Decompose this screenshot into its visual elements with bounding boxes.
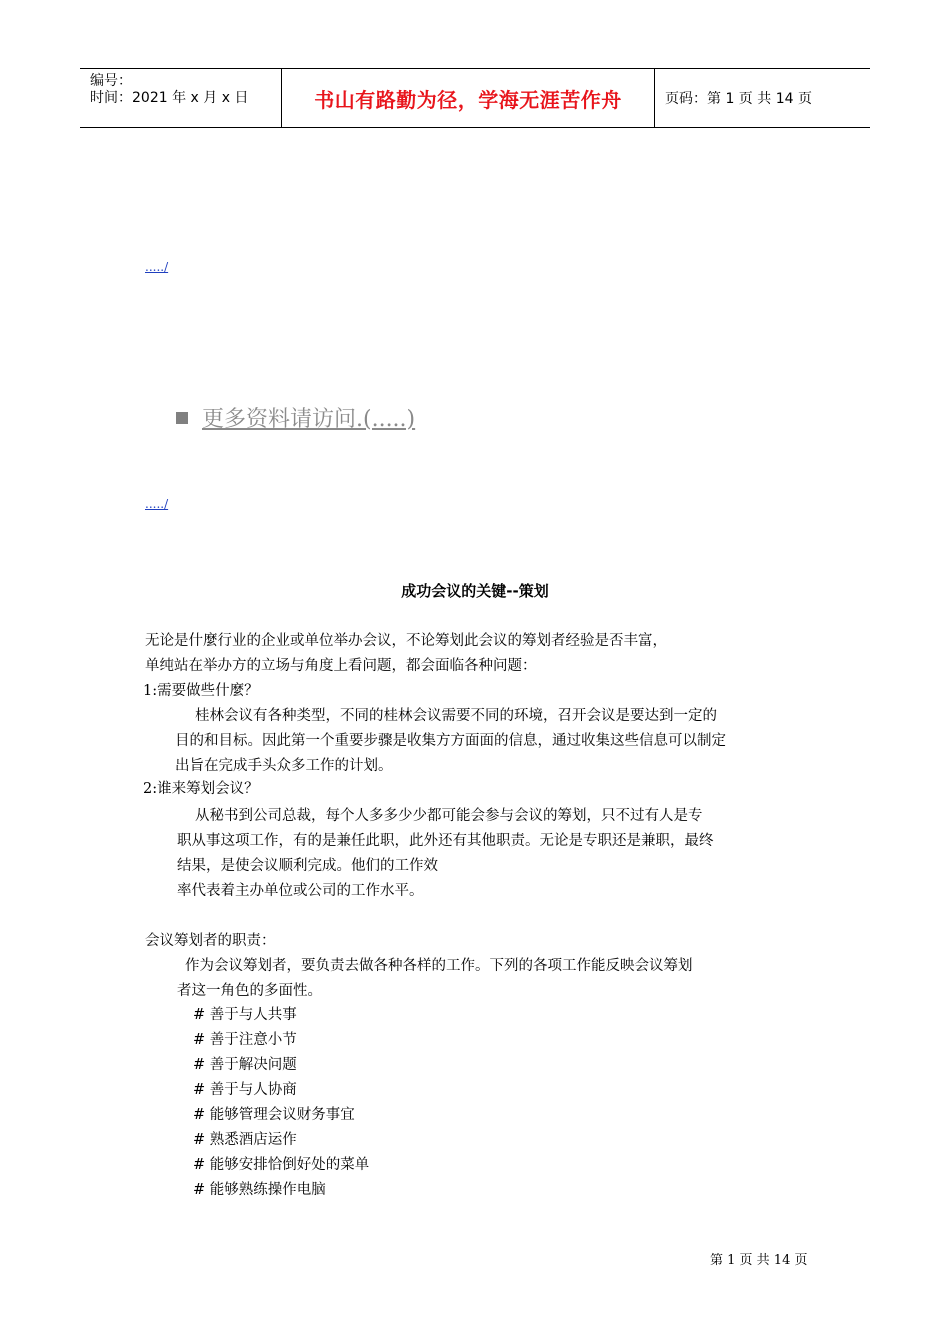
q2-paragraph-line-2: 职从事这项工作，有的是兼任此职，此外还有其他职责。无论是专职还是兼职，最终 [177,833,714,849]
question-2: 2:谁来筹划会议？ [143,781,259,797]
duty-paragraph-line-2: 者这一角色的多面性。 [177,983,322,999]
intro-line-1: 无论是什麼行业的企业或单位举办会议，不论筹划此会议的筹划者经验是否丰富， [145,633,667,649]
duty-item: # 能够安排恰倒好处的菜单 [193,1157,370,1173]
q1-paragraph-line-3: 出旨在完成手头众多工作的计划。 [175,758,393,774]
more-info-link[interactable]: 更多资料请访问.(.....) [202,407,416,432]
duty-item: # 善于与人协商 [193,1082,297,1098]
serial-label: 编号： [90,73,132,89]
q1-paragraph-line-2: 目的和目标。因此第一个重要步骤是收集方方面面的信息，通过收集这些信息可以制定 [175,733,726,749]
intro-line-2: 单纯站在举办方的立场与角度上看问题，都会面临各种问题： [145,658,537,674]
motto: 书山有路勤为径，学海无涯苦作舟 [314,87,622,112]
header-motto-cell [281,69,655,127]
duty-item: # 善于注意小节 [193,1032,297,1048]
q2-paragraph-line-3: 结果，是使会议顺利完成。他们的工作效 [177,858,438,874]
page-label: 页码：第 1 页 共 14 页 [665,91,812,107]
page-footer: 第 1 页 共 14 页 [710,1253,808,1268]
q2-paragraph-line-4: 率代表着主办单位或公司的工作水平。 [177,883,424,899]
square-bullet-icon [176,412,188,424]
duty-item: # 能够管理会议财务事宜 [193,1107,355,1123]
q2-paragraph-line-1: 从秘书到公司总裁，每个人多多少少都可能会参与会议的筹划，只不过有人是专 [195,808,703,824]
question-1: 1:需要做些什麼？ [143,683,259,699]
bottom-dots-link[interactable]: ...../ [145,497,169,511]
duty-item: # 能够熟练操作电脑 [193,1182,326,1198]
duty-item: # 熟悉酒店运作 [193,1132,297,1148]
header-page-cell [655,69,870,127]
time-label: 时间：2021 年 x 月 x 日 [90,90,249,106]
q1-paragraph-line-1: 桂林会议有各种类型，不同的桂林会议需要不同的环境，召开会议是要达到一定的 [195,708,717,724]
duty-item: # 善于与人共事 [193,1007,297,1023]
header-meta [80,69,281,127]
more-info-row [176,402,415,433]
top-dots-link[interactable]: ...../ [145,260,169,274]
header-table [80,68,870,128]
duty-heading: 会议筹划者的职责： [145,933,276,949]
document-title: 成功会议的关键--策划 [401,582,549,600]
duty-item: # 善于解决问题 [193,1057,297,1073]
duty-paragraph-line-1: 作为会议筹划者，要负责去做各种各样的工作。下列的各项工作能反映会议筹划 [185,958,693,974]
